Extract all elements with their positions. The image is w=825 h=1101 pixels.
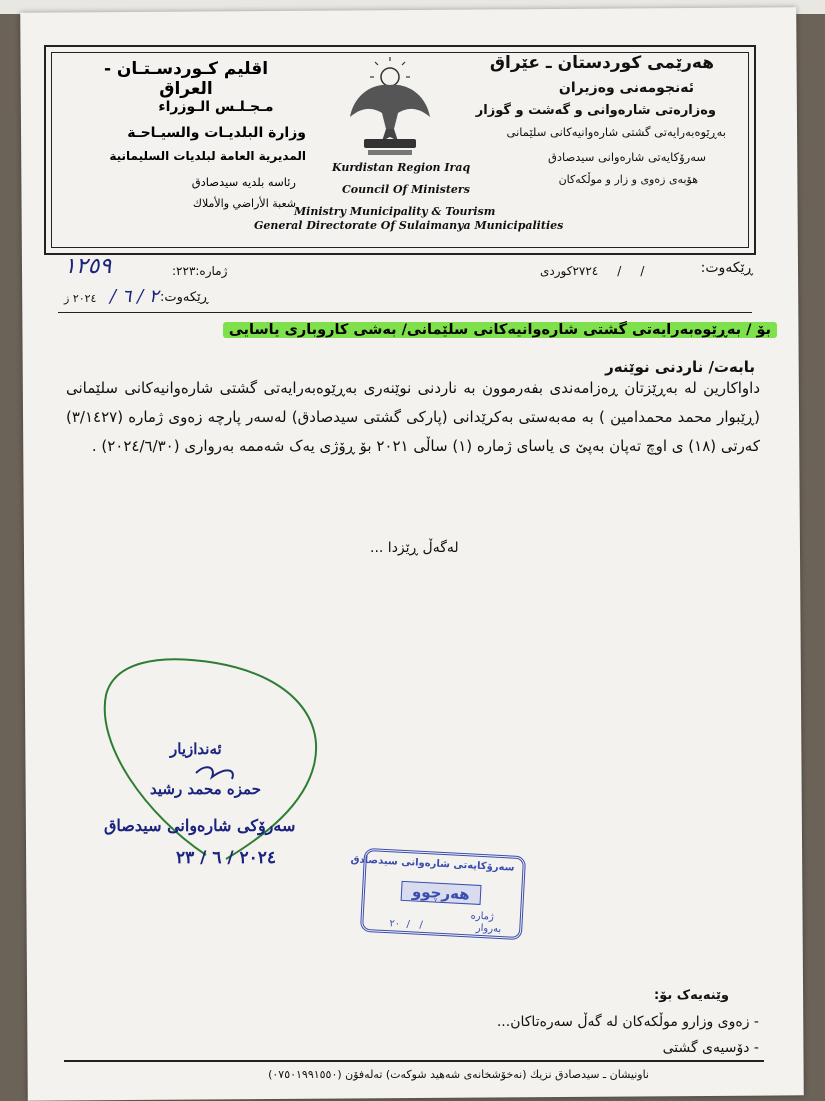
handwritten-date2: / ٢ / ٦ <box>110 286 159 307</box>
signature-title: ئەندازیار <box>170 740 222 758</box>
bullet-dash: - <box>749 1014 759 1030</box>
arabic-section: شعبة الأراضي والأملاك <box>192 197 296 210</box>
stamp-date-value: ٢٠ / / <box>389 918 424 931</box>
copies-heading: وێنەیەک بۆ: <box>654 988 729 1003</box>
date2-label: ڕێکەوت: <box>160 290 209 305</box>
english-directorate: General Directorate Of Sulaimanya Municipalities <box>254 219 564 232</box>
copies-item-text: دۆسیەی گشتی <box>662 1040 750 1056</box>
bullet-dash: - <box>749 1040 759 1056</box>
copies-item <box>497 1014 759 1030</box>
date-kurdish: / / ٢٧٢٤کوردی <box>540 264 645 278</box>
english-region: Kurdistan Region Iraq <box>332 161 471 174</box>
signature-name: حمزه محمد رشید <box>150 780 261 798</box>
official-stamp <box>350 848 526 940</box>
kurdistan-emblem-icon <box>342 55 438 159</box>
letter-body: داواکارین لە بەڕێزتان ڕەزامەندی بفەرموون بە ناردنی نوێنەری بەڕێوەبەرایەتی گشتی شارەوانیەکانی سلێمانی (ڕێبوار محمد محمدامین ) بە مەبەستی بەکرێدانی (پارکی گشتی سیدصادق) لەسەر پارچە زەوی ژمارە (٣/١٤٢٧) کەرتی (١٨) ی اوچ تەپان بەپێ ی یاسای ژمارە (١) ساڵی ٢٠٢١ بۆ ڕۆژی یەک شەممە بەرواری (٢٠٢٤/٦/٣٠) . <box>66 379 760 455</box>
letterhead <box>44 45 756 255</box>
copies-item <box>663 1040 759 1056</box>
stamp-header: سەرۆکایەتی شارەوانی سیدصادق <box>350 854 515 874</box>
date2-year: ٢٠٢٤ ز <box>64 292 97 305</box>
number-label: ژمارە:٢٢٣: <box>172 264 228 278</box>
handwritten-number: ١٢٥٩ <box>64 254 112 279</box>
arabic-region: اقليم كـوردسـتـان - العراق <box>103 59 269 99</box>
signature-date: ٢٠٢٤ / ٦ / ٢٣ <box>176 848 277 868</box>
footer-address: ناونیشان ـ سیدصادق نزیك (نەخۆشخانەی شەهید شوکەت) تەلەفۆن (٠٧٥٠١٩٩١٥٥٠) <box>268 1068 649 1081</box>
addressee <box>137 318 777 342</box>
kurdish-ministry: وەزارەتی شارەوانی و گەشت و گوزار <box>475 103 716 118</box>
kurdish-section: هۆبەی زەوی و زار و موڵکەکان <box>558 173 698 186</box>
signature-position: سەرۆکی شارەوانی سیدصاق <box>104 816 296 835</box>
arabic-ministry: وزارة البلديـات والسيـاحـة <box>127 125 306 141</box>
english-council: Council Of Ministers <box>342 183 470 196</box>
arabic-council: مـجـلـس الـوزراء <box>158 99 274 115</box>
kurdish-presidency: سەرۆکایەتی شارەوانی سیدصادق <box>547 150 706 164</box>
kurdish-region: هەرێمی کوردستان ـ عێراق <box>489 53 714 73</box>
footer-divider <box>64 1060 764 1062</box>
addressee-highlight: بۆ / بەڕێوەبەرایەتی گشتی شارەوانیەکانی سلێمانی/ بەشی کاروباری یاسایی <box>223 322 777 338</box>
arabic-presidency: رئاسه بلديه سيدصادق <box>191 175 296 189</box>
date-label: ڕێکەوت: <box>700 260 753 276</box>
kurdish-council: ئەنجومەنی وەزیران <box>558 80 694 96</box>
stamp-number-label: ژمارە <box>470 910 495 923</box>
header-divider <box>58 312 752 313</box>
english-ministry: Ministry Municipality & Tourism <box>294 205 496 218</box>
copies-item-text: زەوی وزارو موڵکەکان لە گەڵ سەرەتاکان... <box>496 1014 750 1030</box>
closing: لەگەڵ ڕێزدا ... <box>370 540 459 556</box>
kurdish-directorate: بەڕێوەبەرایەتی گشتی شارەوانیەکانی سلێمانی <box>506 125 726 139</box>
arabic-directorate: المديرية العامة لبلديات السليمانية <box>109 149 306 163</box>
stamp-center: هەرچوو <box>401 881 482 905</box>
subject: بابەت/ ناردنی نوێنەر <box>605 358 755 376</box>
stamp-date-label: بەروار <box>475 922 502 936</box>
